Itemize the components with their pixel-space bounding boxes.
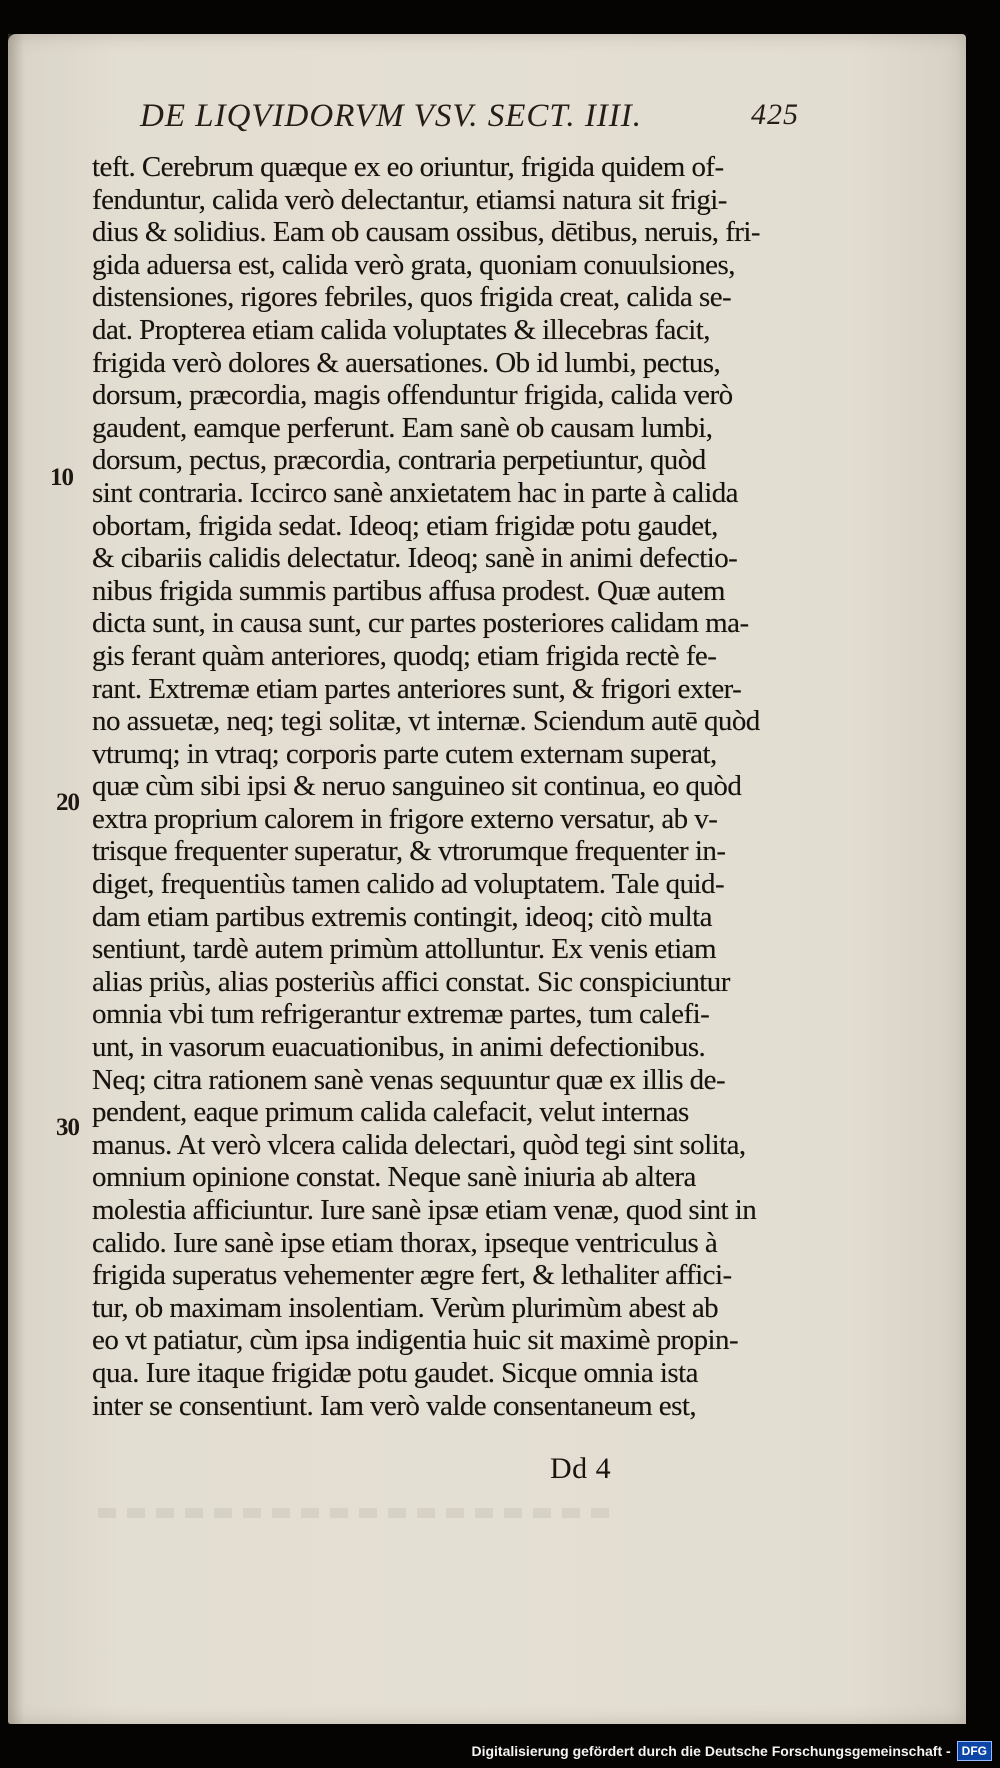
text-line: sint contraria. Iccirco sanè anxietatem hac in parte à calida	[92, 476, 738, 509]
text-line: tur, ob maximam insolentiam. Verùm plurimùm abest ab	[92, 1291, 719, 1324]
text-line: no assuetæ, neq; tegi solitæ, vt internæ. Sciendum autē quòd	[92, 705, 760, 738]
text-line: & cibariis calidis delectatur. Ideoq; sanè in animi defectio-	[92, 542, 738, 575]
text-line: omnium opinione constat. Neque sanè iniuria ab altera	[92, 1161, 696, 1194]
book-page	[8, 34, 966, 1724]
dfg-logo-icon: DFG	[957, 1741, 992, 1761]
page-number: 425	[751, 98, 799, 131]
text-line: nibus frigida summis partibus affusa prodest. Quæ autem	[92, 574, 725, 607]
text-line: frigida superatus vehementer ægre fert, & lethaliter affici-	[92, 1259, 732, 1292]
signature-mark: Dd 4	[550, 1452, 612, 1485]
text-line: Neq; citra rationem sanè venas sequuntur quæ ex illis de-	[92, 1063, 726, 1096]
text-line: eo vt patiatur, cùm ipsa indigentia huic sit maximè propin-	[92, 1324, 739, 1357]
text-line: extra proprium calorem in frigore externo versatur, ab v-	[92, 802, 718, 835]
digitization-credit-text: Digitalisierung gefördert durch die Deutsche Forschungsgemeinschaft -	[471, 1743, 951, 1759]
text-line: fenduntur, calida verò delectantur, etiamsi natura sit frigi-	[92, 183, 727, 216]
text-line: pendent, eaque primum calida calefacit, velut internas	[92, 1096, 689, 1129]
text-line: teft. Cerebrum quæque ex eo oriuntur, frigida quidem of-	[92, 151, 724, 183]
text-line: omnia vbi tum refrigerantur extremæ partes, tum calefi-	[92, 998, 710, 1031]
text-line: dius & solidius. Eam ob causam ossibus, dētibus, neruis, fri-	[92, 216, 761, 249]
text-line: sentiunt, tardè autem primùm attolluntur. Ex venis etiam	[92, 933, 716, 966]
text-line: dam etiam partibus extremis contingit, ideoq; citò multa	[92, 900, 712, 933]
text-line: quæ cùm sibi ipsi & neruo sanguineo sit continua, eo quòd	[92, 770, 742, 803]
margin-line-number-20: 20	[56, 789, 79, 816]
text-line: diget, frequentiùs tamen calido ad voluptatem. Tale quid-	[92, 868, 725, 901]
digitization-credit	[471, 1740, 992, 1762]
text-line: alias priùs, alias posteriùs affici constat. Sic conspiciuntur	[92, 965, 730, 998]
text-line: unt, in vasorum euacuationibus, in animi defectionibus.	[92, 1031, 706, 1064]
text-line: manus. At verò vlcera calida delectari, quòd tegi sint solita,	[92, 1128, 746, 1161]
text-line: dorsum, præcordia, magis offenduntur frigida, calida verò	[92, 379, 733, 412]
running-title: DE LIQVIDORVM VSV. SECT. IIII.	[140, 98, 643, 134]
main-text-block	[92, 151, 792, 1422]
text-line: frigida verò dolores & auersationes. Ob id lumbi, pectus,	[92, 346, 721, 379]
text-line: gis ferant quàm anteriores, quodq; etiam frigida rectè fe-	[92, 639, 717, 672]
text-line: dicta sunt, in causa sunt, cur partes posteriores calidam ma-	[92, 607, 749, 640]
text-line: molestia afficiuntur. Iure sanè ipsæ etiam venæ, quod sint in	[92, 1194, 757, 1226]
text-line: vtrumq; in vtraq; corporis parte cutem externam superat,	[92, 737, 717, 770]
running-head	[140, 96, 860, 148]
text-line: dat. Propterea etiam calida voluptates & illecebras facit,	[92, 313, 710, 346]
faint-bottom-print-trace	[98, 1508, 618, 1518]
text-line: distensiones, rigores febriles, quos frigida creat, calida se-	[92, 281, 732, 314]
text-line: inter se consentiunt. Iam verò valde consentaneum est,	[92, 1389, 697, 1422]
text-line: trisque frequenter superatur, & vtrorumque frequenter in-	[92, 835, 726, 868]
text-line: obortam, frigida sedat. Ideoq; etiam frigidæ potu gaudet,	[92, 509, 718, 542]
text-line: calido. Iure sanè ipse etiam thorax, ipseque ventriculus à	[92, 1226, 718, 1259]
text-line: qua. Iure itaque frigidæ potu gaudet. Sicque omnia ista	[92, 1356, 698, 1389]
text-line: rant. Extremæ etiam partes anteriores sunt, & frigori exter-	[92, 672, 742, 705]
text-line: gaudent, eamque perferunt. Eam sanè ob causam lumbi,	[92, 411, 713, 444]
text-line: dorsum, pectus, præcordia, contraria perpetiuntur, quòd	[92, 444, 706, 477]
margin-line-number-30: 30	[56, 1114, 79, 1141]
margin-line-number-10: 10	[50, 464, 73, 491]
text-line: gida aduersa est, calida verò grata, quoniam conuulsiones,	[92, 248, 735, 281]
